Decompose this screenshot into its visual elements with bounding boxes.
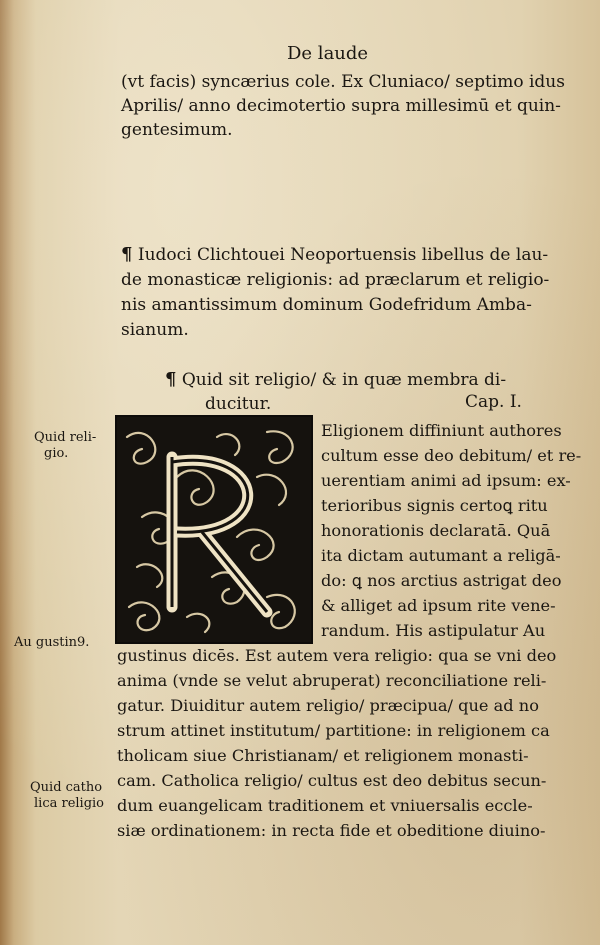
body-line-1: Eligionem diffiniunt authores <box>321 421 562 440</box>
body-line-12: gatur. Diuiditur autem religio/ præcipua/ que ad no <box>117 696 539 715</box>
woodcut-initial-icon <box>115 415 313 644</box>
chapter-heading-line-1 <box>165 369 506 391</box>
chapter-pilcrow: ¶ <box>165 369 177 390</box>
body-line-16: dum euangelicam traditionem et vniuersalis eccle- <box>117 796 533 815</box>
body-line-13: strum attinet institutum/ partitione: in religionem ca <box>117 721 550 740</box>
body-line-10: gustinus dicēs. Est autem vera religio: qua se vni deo <box>117 646 557 665</box>
body-line-2: cultum esse deo debitum/ et re- <box>321 446 582 465</box>
body-line-5: honorationis declaratā. Quā <box>321 521 551 540</box>
body-line-8: & alliget ad ipsum rite vene- <box>321 596 556 615</box>
body-line-6: ita dictam autumant a religā- <box>321 546 561 565</box>
body-line-3: uerentiam animi ad ipsum: ex- <box>321 471 571 490</box>
body-line-11: anima (vnde se velut abruperat) reconciliatione reli- <box>117 671 547 690</box>
title-line-3: nis amantissimum dominum Godefridum Amba- <box>121 295 532 315</box>
body-line-4: terioribus signis certoꝗ ritu <box>321 496 548 515</box>
margin-note-quid-religio: Quid reli- gio. <box>34 430 97 461</box>
body-line-14: tholicam siue Christianam/ et religionem monasti- <box>117 746 529 765</box>
margin-note-quid-catholica: Quid catho lica religio <box>30 780 105 811</box>
title-line-4: sianum. <box>121 320 189 340</box>
intro-line-2: Aprilis/ anno decimotertio supra millesimū et quin- <box>121 96 561 116</box>
body-line-9: randum. His astipulatur Au <box>321 621 546 640</box>
title-line-1 <box>121 244 548 266</box>
intro-line-1: (vt facis) syncærius cole. Ex Cluniaco/ septimo idus <box>121 72 565 92</box>
show-through-text <box>0 130 600 225</box>
pilcrow-mark: ¶ <box>121 244 133 265</box>
chapter-heading-line-2: ducitur. <box>205 394 272 414</box>
chapter-label: Cap. I. <box>465 392 522 412</box>
body-line-15: cam. Catholica religio/ cultus est deo debitus secun- <box>117 771 547 790</box>
running-title: De laude <box>287 43 369 64</box>
body-line-17: siæ ordinationem: in recta fide et obeditione diuino- <box>117 821 546 840</box>
body-line-7: do: ꝗ nos arctius astrigat deo <box>321 571 562 590</box>
margin-note-augustinus: Au gustin9. <box>14 635 90 650</box>
title-text-1: Iudoci Clichtouei Neoportuensis libellus de lau- <box>137 245 549 265</box>
intro-line-3: gentesimum. <box>121 120 233 140</box>
title-line-2: de monasticæ religionis: ad præclarum et religio- <box>121 270 550 290</box>
chapter-heading-text: Quid sit religio/ & in quæ membra di- <box>181 370 507 390</box>
